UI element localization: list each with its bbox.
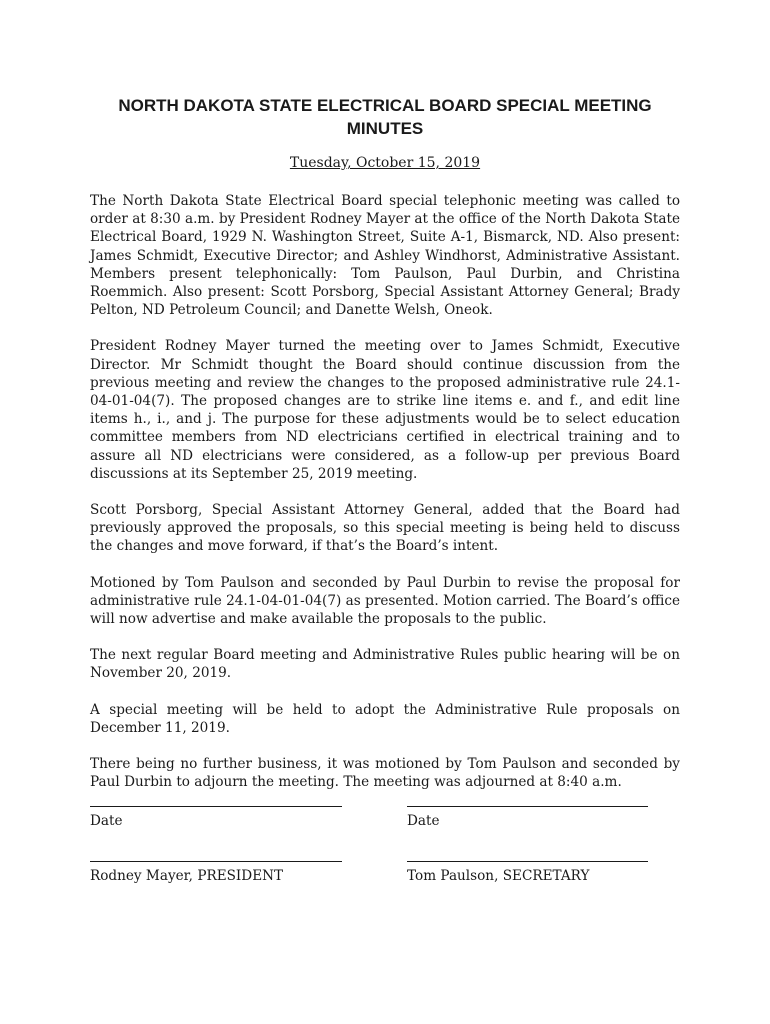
signature-line: [407, 806, 648, 807]
left-date-signature: [90, 806, 342, 830]
secretary-name-label: Tom Paulson, SECRETARY: [407, 868, 590, 884]
signature-line: [90, 861, 342, 862]
paragraph-discussion: President Rodney Mayer turned the meeting over to James Schmidt, Executive Director. Mr Schmidt thought the Board should continue discussion from the previous meeting and review the changes to the proposed administrative rule 24.1-04-01-04(7). The proposed changes are to strike line items e. and f., and edit line items h., i., and j. The purpose for these adjustments would be to select education committee members from ND electricians certified in electrical training and to assure all ND electricians were considered, as a follow-up per previous Board discussions at its September 25, 2019 meeting.: [90, 338, 680, 482]
signature-line: [407, 861, 648, 862]
right-date-signature: [407, 806, 648, 830]
paragraph-call-to-order: The North Dakota State Electrical Board special telephonic meeting was called to order at 8:30 a.m. by President Rodney Mayer at the office of the North Dakota State Electrical Board, 1929 N. Washington Street, Suite A-1, Bismarck, ND. Also present: James Schmidt, Executive Director; and Ashley Windhorst, Administrative Assistant. Members present telephonically: Tom Paulson, Paul Durbin, and Christina Roemmich. Also present: Scott Porsborg, Special Assistant Attorney General; Brady Pelton, ND Petroleum Council; and Danette Welsh, Oneok.: [90, 193, 681, 319]
date-label: Date: [407, 813, 440, 829]
meeting-date: Tuesday, October 15, 2019: [289, 155, 481, 171]
date-label: Date: [90, 813, 123, 829]
president-signature: [90, 861, 342, 885]
paragraph-attorney-comment: Scott Porsborg, Special Assistant Attorney General, added that the Board had previously approved the proposals, so this special meeting is being held to discuss the changes and move forward, if that’s the Board’s intent.: [90, 502, 680, 555]
minutes-body: [90, 192, 680, 809]
paragraph-special-meeting: A special meeting will be held to adopt the Administrative Rule proposals on December 11, 2019.: [90, 701, 680, 736]
signature-line: [90, 806, 342, 807]
paragraph-motion: Motioned by Tom Paulson and seconded by Paul Durbin to revise the proposal for administrative rule 24.1-04-01-04(7) as presented. Motion carried. The Board’s office will now advertise and make available the proposals to the public.: [90, 574, 680, 628]
secretary-signature: [407, 861, 648, 885]
document-title: NORTH DAKOTA STATE ELECTRICAL BOARD SPECIAL MEETING MINUTES: [118, 96, 652, 138]
paragraph-next-meeting: The next regular Board meeting and Administrative Rules public hearing will be on November 20, 2019.: [90, 647, 680, 682]
president-name-label: Rodney Mayer, PRESIDENT: [90, 868, 284, 884]
paragraph-adjournment: There being no further business, it was motioned by Tom Paulson and seconded by Paul Durbin to adjourn the meeting. The meeting was adjourned at 8:40 a.m.: [90, 756, 680, 791]
